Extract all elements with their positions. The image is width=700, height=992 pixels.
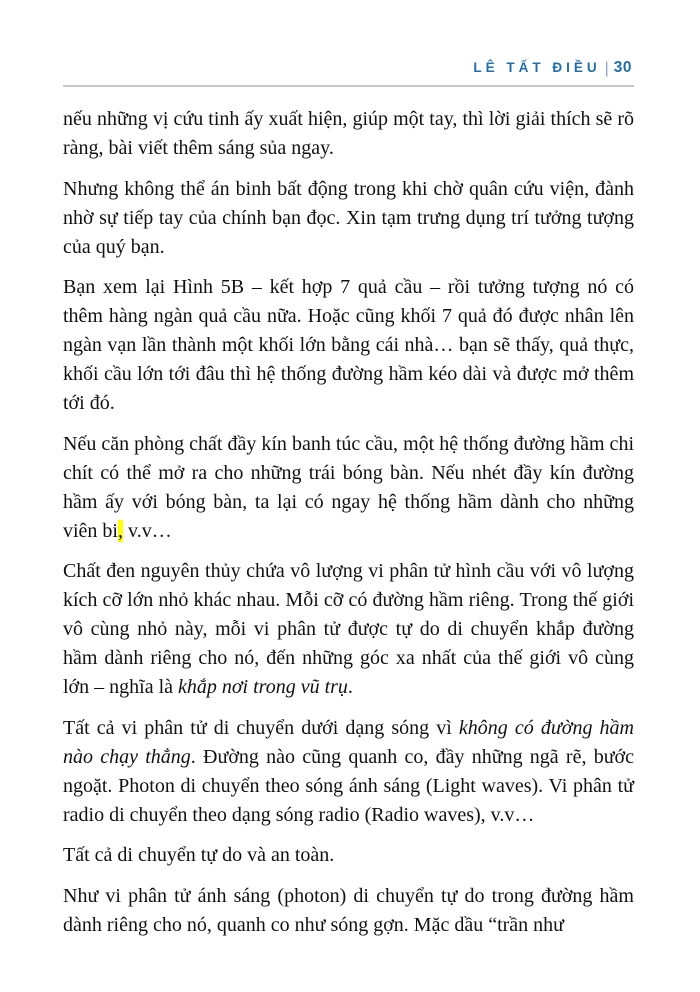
- paragraph: [63, 557, 634, 702]
- text-segment: Nhưng không thể án binh bất động trong khi chờ quân cứu viện, đành nhờ sự tiếp tay của chính bạn đọc. Xin tạm trưng dụng trí tưởng tượng của quý bạn.: [63, 177, 634, 258]
- text-segment: Chất đen nguyên thủy chứa vô lượng vi phân tử hình cầu với vô lượng kích cỡ lớn nhỏ khác nhau. Mỗi cỡ có đường hầm riêng. Trong thế giới vô cùng nhỏ này, mỗi vi phân tử được tự do di chuyển khắp đường hầm dành riêng cho nó, đến những góc xa nhất của thế giới vô cùng lớn – nghĩa là: [63, 560, 634, 698]
- paragraph: [63, 430, 634, 546]
- text-segment: .: [347, 676, 353, 698]
- highlighted-text: ,: [118, 519, 123, 542]
- paragraph: [63, 105, 634, 163]
- header-separator: |: [604, 60, 609, 77]
- paragraph: [63, 175, 634, 262]
- text-segment: v.v…: [123, 519, 172, 542]
- text-segment: Bạn xem lại Hình 5B – kết hợp 7 quả cầu – rồi tưởng tượng nó có thêm hàng ngàn quả cầu nữa. Hoặc cũng khối 7 quả đó được nhân lên ngàn vạn lần thành một khối lớn bằng cái nhà… bạn sẽ thấy, quả thực, khối cầu lớn tới đâu thì hệ thống đường hầm kéo dài và được mở thêm tới đó.: [63, 276, 634, 414]
- text-segment: . Đường nào cũng quanh co, đầy những ngã rẽ, bước ngoặt. Photon di chuyển theo sóng ánh sáng (Light waves). Vi phân tử radio di chuyển theo dạng sóng radio (Radio waves), v.v…: [63, 745, 634, 826]
- paragraph: [63, 882, 634, 940]
- italic-text: khắp nơi trong vũ trụ: [178, 676, 348, 698]
- text-segment: Tất cả di chuyển tự do và an toàn.: [63, 844, 335, 866]
- page-body: [63, 105, 634, 940]
- header-page-number: 30: [613, 59, 632, 76]
- header-author: LÊ TẤT ĐIỀU: [473, 60, 601, 75]
- text-segment: Nếu căn phòng chất đầy kín banh túc cầu, một hệ thống đường hầm chi chít có thể mở ra cho những trái bóng bàn. Nếu nhét đầy kín đường hầm ấy với bóng bàn, ta lại có ngay hệ thống hầm dành cho những viên bi: [63, 432, 634, 542]
- text-segment: Tất cả vi phân tử di chuyển dưới dạng sóng vì: [63, 716, 459, 739]
- italic-text: không có đường hầm nào chạy thẳng: [63, 716, 635, 768]
- text-segment: Như vi phân tử ánh sáng (photon) di chuyển tự do trong đường hầm dành riêng cho nó, quanh co như sóng gợn. Mặc dầu “trần như: [63, 884, 634, 936]
- paragraph: [63, 273, 634, 418]
- paragraph: [63, 841, 634, 870]
- page-header: [63, 60, 634, 76]
- paragraph: [63, 714, 634, 830]
- text-segment: nếu những vị cứu tinh ấy xuất hiện, giúp một tay, thì lời giải thích sẽ rõ ràng, bài viết thêm sáng sủa ngay.: [63, 108, 634, 159]
- header-rule: [63, 85, 634, 87]
